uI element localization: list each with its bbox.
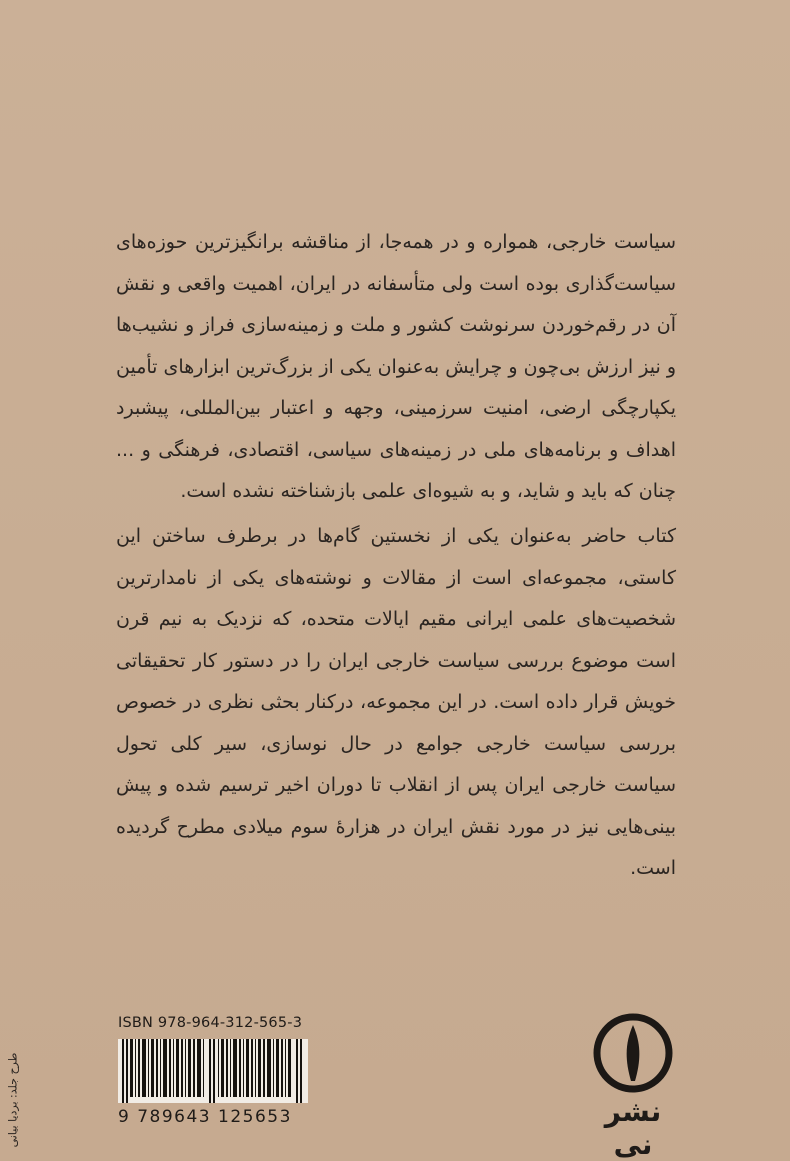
publisher-logo bbox=[588, 1013, 678, 1161]
blurb-paragraph-1-text: سیاست خارجی، همواره و در همه‌جا، از مناقشه برانگیزترین حوزه‌های سیاست‌گذاری بوده است ولی متأسفانه در ایران، اهمیت واقعی و نقش آن در رقم‌خوردن سرنوشت کشور و ملت و زمینه‌سازی فراز و نشیب‌ها و نیز ارزش بی‌چون و چرایش به‌عنوان یکی از بزرگ‌ترین ابزارهای تأمین یکپارچگی ارضی، امنیت سرزمینی، وجهه و اعتبار بین‌المللی، پیشبرد اهداف و برنامه‌های ملی در زمینه‌های سیاسی، اقتصادی، فرهنگی و ... چنان که باید و شاید، و به شیوه‌ای علمی بازشناخته نشده است. bbox=[116, 231, 676, 502]
cover-design-credit bbox=[0, 1050, 26, 1150]
barcode-digits: 9 789643 125653 bbox=[118, 1107, 292, 1127]
barcode-bars bbox=[118, 1039, 308, 1103]
blurb-paragraph-2 bbox=[116, 516, 676, 890]
isbn-barcode bbox=[118, 1015, 308, 1133]
blurb-paragraph-1 bbox=[116, 222, 676, 513]
publisher-logo-icon bbox=[588, 1013, 678, 1093]
blurb-paragraph-2-text: کتاب حاضر به‌عنوان یکی از نخستین گام‌ها در برطرف ساختن این کاستی، مجموعه‌ای است از مقالات و نوشته‌های یکی از نامدارترین شخصیت‌های علمی ایرانی مقیم ایالات متحده، که نزدیک به نیم قرن است موضوع بررسی سیاست خارجی ایران را در دستور کار تحقیقاتی خویش قرار داده است. در این مجموعه، درکنار بحثی نظری در خصوص بررسی سیاست خارجی جوامع در حال نوسازی، سیر کلی تحول سیاست خارجی ایران پس از انقلاب تا دوران اخیر ترسیم شده و پیش بینی‌هایی نیز در مورد نقش ایران در هزارهٔ سوم میلادی مطرح گردیده است. bbox=[116, 525, 676, 879]
isbn-label: ISBN 978-964-312-565-3 bbox=[118, 1015, 303, 1031]
cover-design-credit-text: طرح جلد: بردیا بیانی bbox=[6, 1052, 20, 1148]
publisher-name: نشر نی bbox=[604, 1095, 662, 1161]
